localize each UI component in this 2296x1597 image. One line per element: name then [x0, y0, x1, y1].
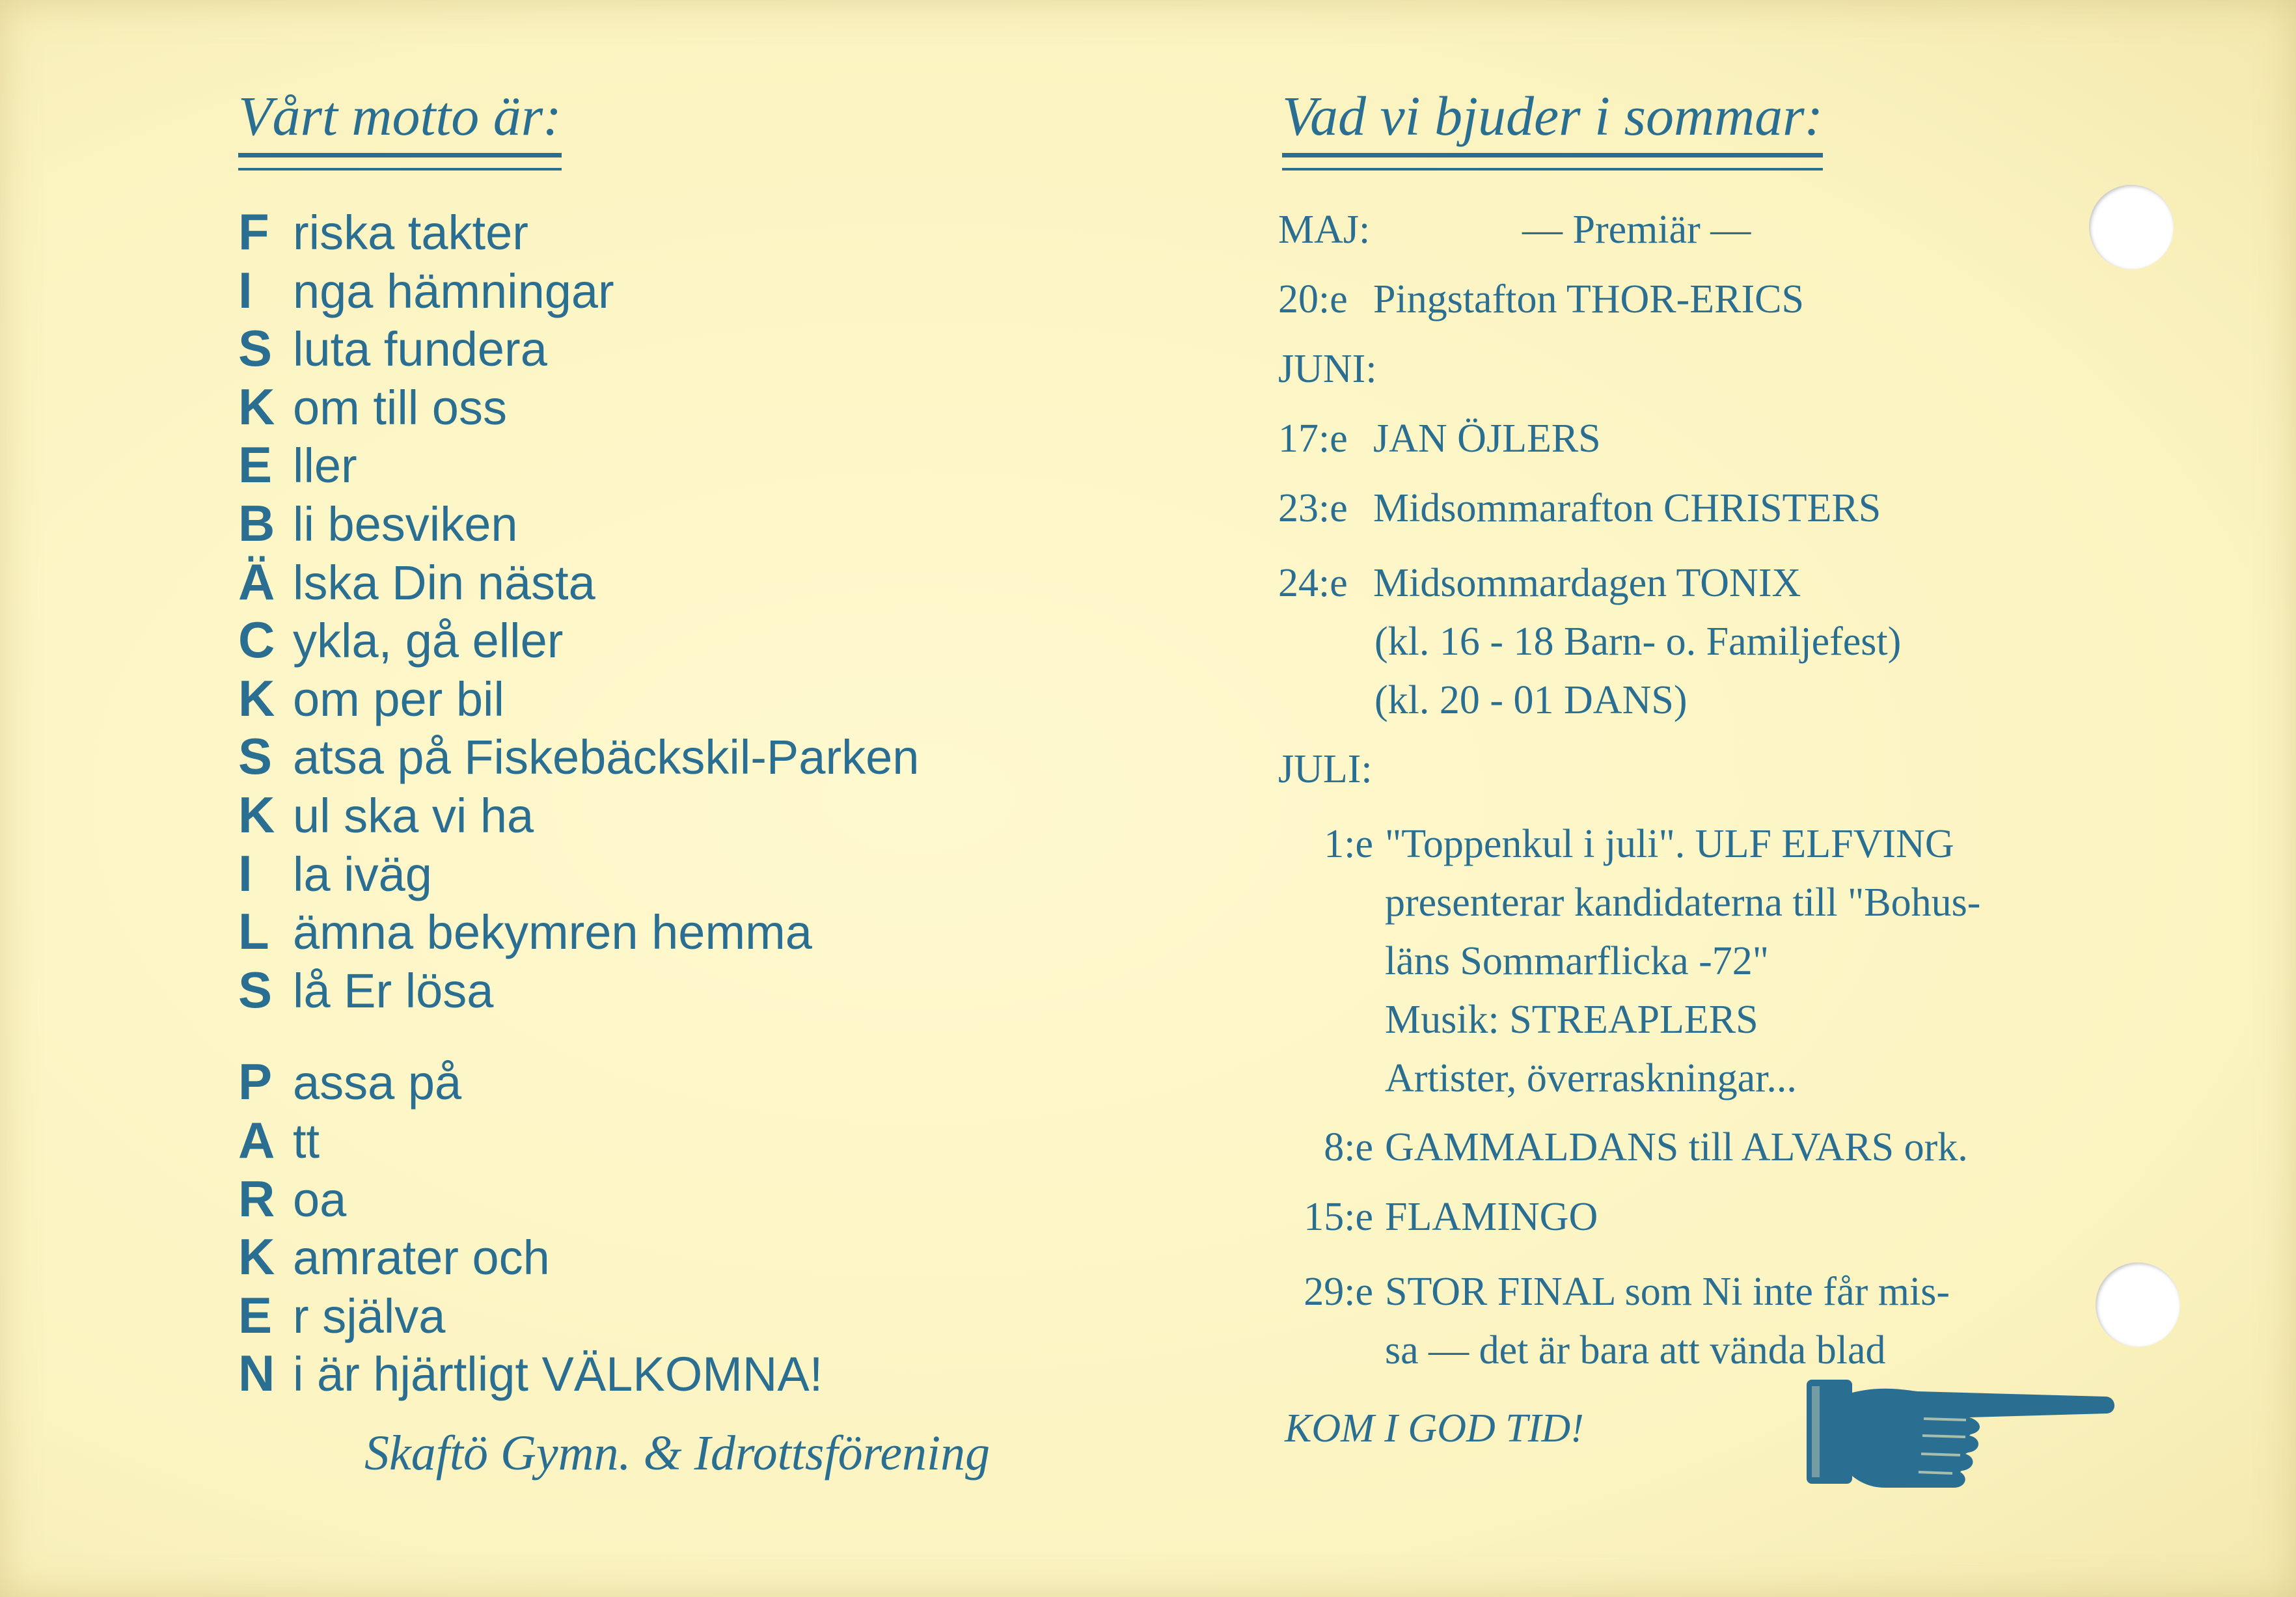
- acrostic-line: C ykla, gå eller: [238, 611, 564, 669]
- acrostic-line: R oa: [238, 1169, 347, 1227]
- premiere-label: — Premiär —: [1522, 208, 1751, 252]
- event-row: 17:e JAN ÖJLERS: [1278, 416, 1601, 461]
- acrostic-line: E ller: [238, 436, 357, 494]
- event-row: 23:e Midsommarafton CHRISTERS: [1278, 486, 1881, 530]
- acrostic-line: K amrater och: [238, 1228, 550, 1286]
- acrostic-line: K om per bil: [238, 669, 504, 727]
- organizer-signature: Skaftö Gymn. & Idrottsförening: [364, 1426, 991, 1481]
- punch-hole: [2096, 1263, 2180, 1347]
- acrostic-line: I la iväg: [238, 844, 432, 902]
- event-row: 20:e Pingstafton THOR-ERICS: [1278, 277, 1804, 321]
- motto-heading: Vårt motto är:: [238, 83, 562, 148]
- event-row: 29:e STOR FINAL som Ni inte får mis- sa — det är bara att vända blad: [1304, 1270, 1950, 1372]
- acrostic-line: S lå Er lösa: [238, 961, 494, 1018]
- pointing-hand-icon: [1807, 1367, 2119, 1500]
- motto-acrostic: [238, 203, 919, 1403]
- acrostic-line: N i är hjärtligt VÄLKOMNA!: [238, 1344, 823, 1402]
- acrostic-line: F riska takter: [238, 203, 528, 260]
- acrostic-line: I nga hämningar: [238, 261, 614, 319]
- event-row: 1:e "Toppenkul i juli". ULF ELFVING presenterar kandidaterna till "Bohus- läns Sommarflicka -72" Musik: STREAPLERS Artister, överraskningar...: [1324, 822, 1981, 1100]
- event-row: 24:e Midsommardagen TONIX (kl. 16 - 18 Barn- o. Familjefest) (kl. 20 - 01 DANS): [1278, 561, 1902, 722]
- summer-program: [1278, 195, 2124, 1385]
- month-may: MAJ: — Premiär —: [1278, 195, 2124, 265]
- event-row: 15:e FLAMINGO: [1304, 1195, 1598, 1239]
- program-heading: Vad vi bjuder i sommar:: [1282, 83, 1823, 148]
- acrostic-fiskeback: [238, 203, 919, 1019]
- acrostic-line: K om till oss: [238, 377, 507, 435]
- acrostic-line: L ämna bekymren hemma: [238, 903, 812, 961]
- acrostic-line: P assa på: [238, 1053, 462, 1111]
- month-june: JUNI:: [1278, 347, 1377, 391]
- acrostic-line: A tt: [238, 1111, 320, 1169]
- arrive-early-note: KOM I GOD TID!: [1285, 1406, 1584, 1451]
- acrostic-line: S luta fundera: [238, 320, 547, 377]
- month-july: JULI:: [1278, 747, 1373, 791]
- event-row: 8:e GAMMALDANS till ALVARS ork.: [1324, 1125, 1968, 1169]
- acrostic-line: K ul ska vi ha: [238, 785, 534, 843]
- acrostic-line: E r själva: [238, 1286, 446, 1344]
- acrostic-line: S atsa på Fiskebäckskil-Parken: [238, 728, 920, 785]
- acrostic-parken: [238, 1053, 919, 1403]
- punch-hole: [2089, 185, 2174, 269]
- acrostic-line: B li besviken: [238, 494, 518, 552]
- acrostic-line: Ä lska Din nästa: [238, 553, 595, 610]
